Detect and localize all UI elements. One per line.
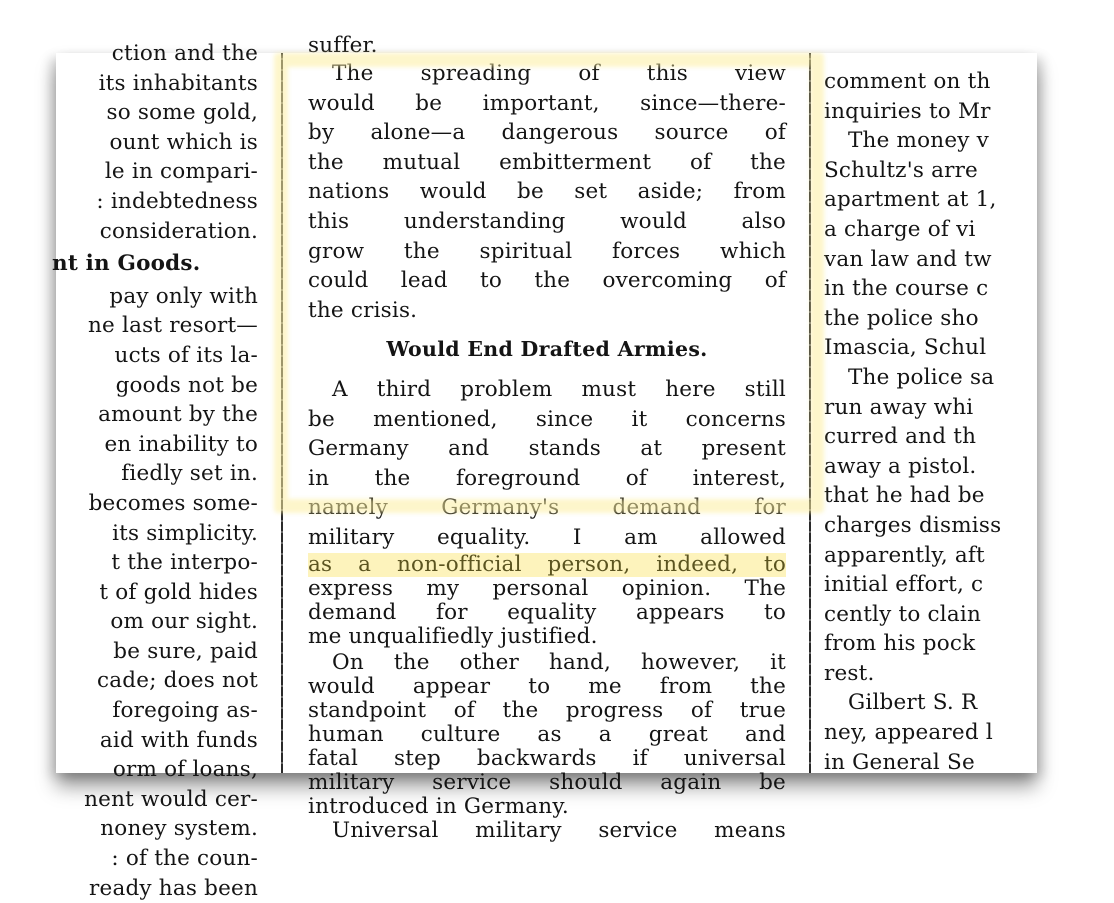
- paragraph-third-problem: [308, 375, 786, 651]
- text-line: demand for equality appears to: [308, 599, 786, 625]
- left-line: ready has been: [89, 875, 258, 901]
- right-line: a charge of vi: [824, 216, 976, 242]
- text-line: be mentioned, since it concerns: [308, 406, 786, 432]
- text-line: human culture as a great and: [308, 721, 786, 747]
- text-line: military service should again be: [308, 769, 786, 795]
- text-line: would appear to me from the: [308, 673, 786, 699]
- right-line: The money v: [848, 128, 989, 154]
- text-line: express my personal opinion. The: [308, 575, 786, 601]
- right-column: [824, 53, 1054, 773]
- text-line: standpoint of the progress of true: [308, 697, 786, 723]
- left-line: aid with funds: [99, 727, 258, 753]
- right-line: van law and tw: [824, 246, 992, 272]
- text-line: the crisis.: [308, 297, 418, 323]
- right-line: from his pock: [824, 631, 976, 657]
- right-line: rest.: [824, 660, 875, 686]
- right-line: Gilbert S. R: [848, 690, 978, 716]
- left-line: : indebtedness: [96, 188, 258, 214]
- text-line: A third problem must here still: [332, 376, 786, 402]
- paragraph-universal-service: [308, 819, 786, 843]
- left-line: pay only with: [109, 283, 258, 309]
- left-line: le in compari-: [104, 159, 258, 185]
- text-line: this understanding would also: [308, 208, 786, 234]
- text-line: fatal step backwards if universal: [308, 745, 786, 771]
- left-line: om our sight.: [110, 609, 258, 635]
- left-line: its simplicity.: [112, 520, 258, 546]
- left-line: nent would cer-: [84, 786, 258, 812]
- right-line: comment on th: [824, 69, 991, 94]
- left-line: ne last resort—: [87, 313, 258, 339]
- left-line: orm of loans,: [112, 757, 258, 783]
- left-line: en inability to: [104, 431, 258, 457]
- left-line: consideration.: [99, 218, 258, 244]
- right-line: run away whi: [824, 394, 974, 420]
- text-line: The spreading of this view: [332, 61, 786, 86]
- text-line: the mutual embitterment of the: [308, 149, 786, 175]
- text-line: by alone—a dangerous source of: [308, 120, 786, 146]
- right-line: that he had be: [824, 483, 985, 509]
- right-line: curred and th: [824, 424, 977, 450]
- text-line: introduced in Germany.: [308, 793, 569, 819]
- right-line: the police sho: [824, 305, 979, 331]
- left-line: cade; does not: [97, 668, 258, 694]
- left-column: [52, 41, 258, 901]
- text-line: could lead to the overcoming of: [308, 268, 786, 294]
- paragraph-other-hand: [308, 651, 786, 819]
- text-line: On the other hand, however, it: [332, 649, 786, 675]
- right-line: The police sa: [848, 364, 995, 390]
- text-line: grow the spiritual forces which: [308, 238, 786, 264]
- text-line: me unqualifiedly justified.: [308, 623, 598, 649]
- text-line: would be important, since—there-: [308, 90, 786, 116]
- left-line: becomes some-: [88, 490, 258, 516]
- column-rule: [281, 53, 283, 773]
- paragraph-spreading-view: [308, 59, 786, 325]
- middle-column: [308, 33, 786, 843]
- left-line: noney system.: [100, 816, 258, 842]
- left-line: : of the coun-: [111, 846, 258, 872]
- left-line: so some gold,: [106, 100, 258, 126]
- column-rule: [809, 53, 811, 773]
- left-line: amount by the: [98, 402, 258, 428]
- right-line: in the course c: [824, 276, 989, 302]
- right-line: apartment at 1,: [824, 187, 997, 213]
- left-subhead: nt in Goods.: [52, 251, 201, 277]
- right-line: Schultz's arre: [824, 157, 978, 183]
- right-line: in General Se: [824, 749, 975, 775]
- right-line: away a pistol.: [824, 453, 977, 479]
- right-line: initial effort, c: [824, 572, 984, 598]
- right-line: ney, appeared l: [824, 720, 993, 746]
- subhead: Would End Drafted Armies.: [386, 337, 708, 362]
- left-line: goods not be: [115, 372, 258, 398]
- left-line: be sure, paid: [113, 638, 258, 664]
- text-line: Germany and stands at present: [308, 436, 786, 462]
- left-line: t the interpo-: [111, 550, 258, 576]
- left-line: foregoing as-: [112, 698, 258, 724]
- spacer: [308, 365, 786, 375]
- cut-off-line: suffer.: [308, 33, 378, 58]
- left-line: fiedly set in.: [121, 461, 258, 487]
- left-line: ction and the: [111, 41, 258, 66]
- text-line: in the foreground of interest,: [308, 465, 786, 491]
- spacer: [308, 325, 786, 335]
- left-line: t of gold hides: [99, 579, 258, 605]
- right-line: apparently, aft: [824, 542, 985, 568]
- right-line: Imascia, Schul: [824, 335, 987, 361]
- text-line: military equality. I am allowed: [308, 524, 786, 550]
- right-line: inquiries to Mr: [824, 98, 991, 124]
- text-line: nations would be set aside; from: [308, 179, 786, 205]
- text-line: Universal military service means: [332, 817, 786, 843]
- highlighted-line: as a non-official person, indeed, to: [308, 551, 786, 577]
- text-line: namely Germany's demand for: [308, 495, 786, 521]
- right-line: charges dismiss: [824, 512, 1002, 538]
- cut-off-line: [824, 53, 1054, 67]
- left-line: its inhabitants: [98, 70, 258, 96]
- newspaper-clipping: [52, 33, 1037, 901]
- left-line: ucts of its la-: [114, 342, 258, 368]
- left-line: ount which is: [109, 129, 258, 155]
- right-line: cently to clain: [824, 601, 981, 627]
